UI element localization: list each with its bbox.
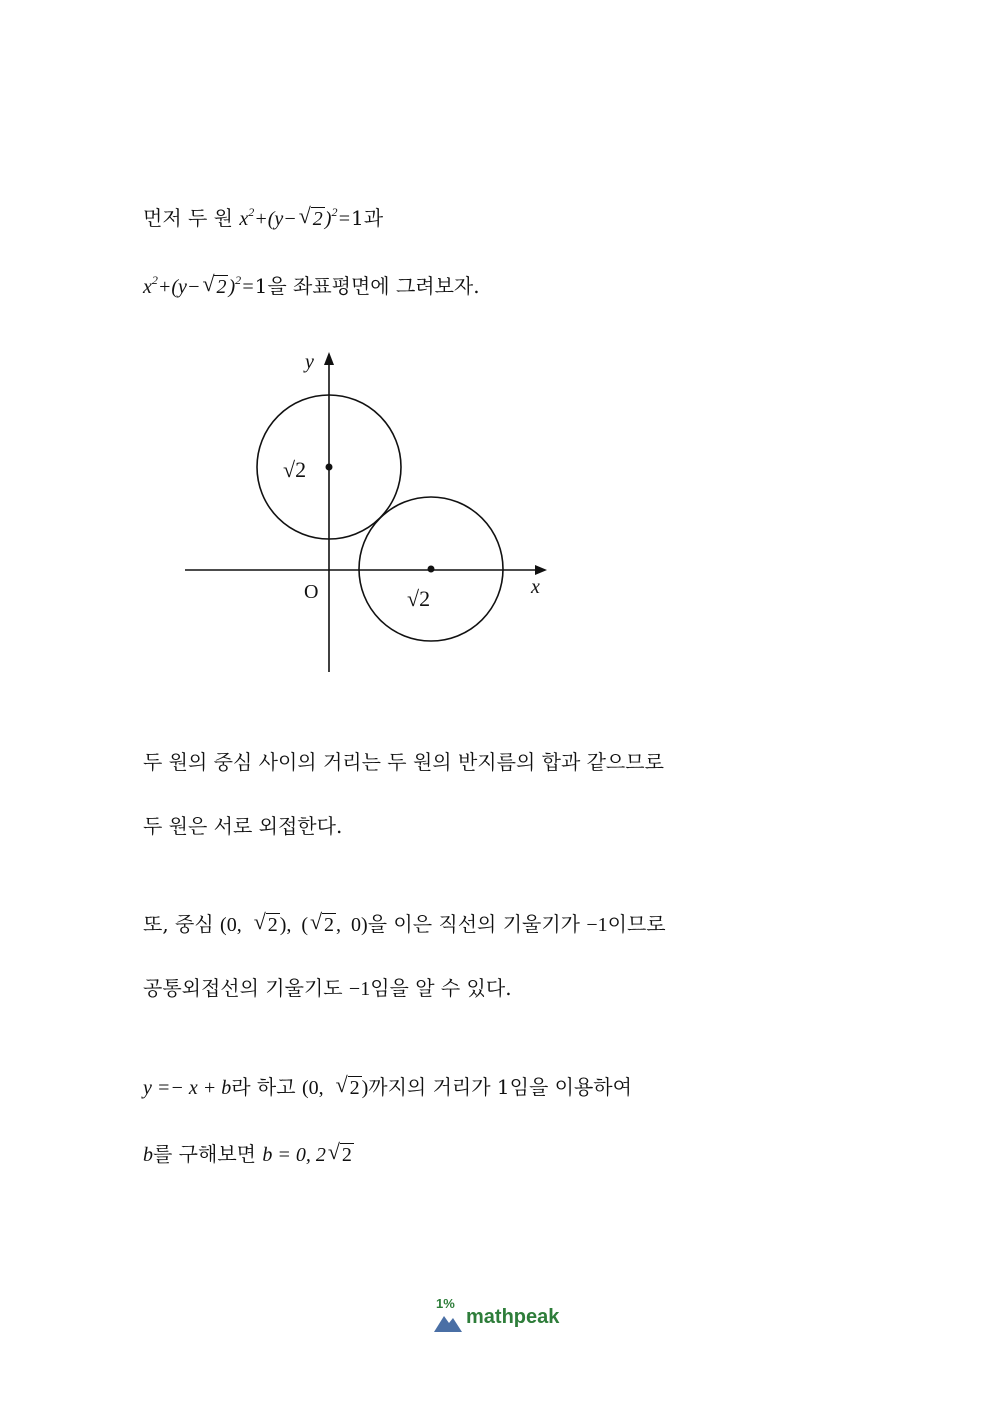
x-axis-label: x [531, 576, 540, 598]
point-center-2: (0, √ 2 ) [301, 1072, 369, 1099]
line-5-mid: 을 이은 직선의 기울기가 [367, 912, 580, 936]
logo-brand: mathpeak [466, 1306, 560, 1328]
line-equation: y =− x + b [143, 1077, 232, 1099]
point-center-1: (0, √ 2 ), ( √ 2 , 0) [220, 909, 368, 936]
text-line-4 [143, 812, 342, 840]
logo-percent: 1% [436, 1296, 455, 1311]
center-point-x [428, 566, 435, 573]
line-7-mid: 라 하고 [231, 1075, 296, 1099]
center-x-label: √2 [407, 586, 431, 611]
line-5-suffix: 이므로 [607, 912, 666, 936]
mathpeak-logo [432, 1296, 572, 1336]
x-axis-arrow [535, 565, 547, 575]
center-y-label: √2 [283, 457, 307, 482]
line-3-text: 두 원의 중심 사이의 거리는 두 원의 반지름의 합과 같으므로 [143, 750, 664, 774]
line-4-text: 두 원은 서로 외접한다. [143, 814, 343, 838]
line-5-prefix: 또, 중심 [143, 912, 214, 936]
line-1-prefix: 먼저 두 원 [143, 206, 233, 230]
line-1-suffix: 1과 [350, 206, 384, 230]
text-line-5 [143, 910, 666, 939]
text-line-6 [143, 974, 512, 1003]
text-line-1 [143, 198, 383, 233]
text-line-2 [143, 266, 480, 301]
text-line-8 [143, 1140, 354, 1169]
line-8-mid: 를 구해보면 [153, 1142, 256, 1166]
line-2-suffix: 1을 좌표평면에 그려보자. [254, 274, 480, 298]
answer-values: b = 0, 2 [262, 1144, 326, 1166]
variable-b: b [143, 1144, 153, 1166]
line-6-suffix: 임을 알 수 있다. [370, 976, 512, 1000]
text-line-7 [143, 1073, 632, 1102]
equation-circle-1: $x^2+(y-$ √ 2 )$^2$= [239, 203, 351, 230]
slope-value-2: −1 [348, 978, 371, 1000]
answer-sqrt: √ 2 [327, 1139, 352, 1166]
slope-value: −1 [586, 914, 608, 936]
mountain-icon [434, 1310, 464, 1334]
line-7-suffix: 까지의 거리가 1임을 이용하여 [368, 1075, 632, 1099]
coordinate-graph [175, 340, 555, 680]
text-line-3 [143, 748, 664, 776]
equation-circle-2: $x^2+(y-$ √ 2 )$^2$= [143, 271, 255, 298]
center-point-y [326, 464, 333, 471]
y-axis-arrow [324, 352, 334, 365]
origin-label: O [304, 581, 319, 603]
line-6-prefix: 공통외접선의 기울기도 [143, 976, 343, 1000]
y-axis-label: y [305, 351, 314, 373]
